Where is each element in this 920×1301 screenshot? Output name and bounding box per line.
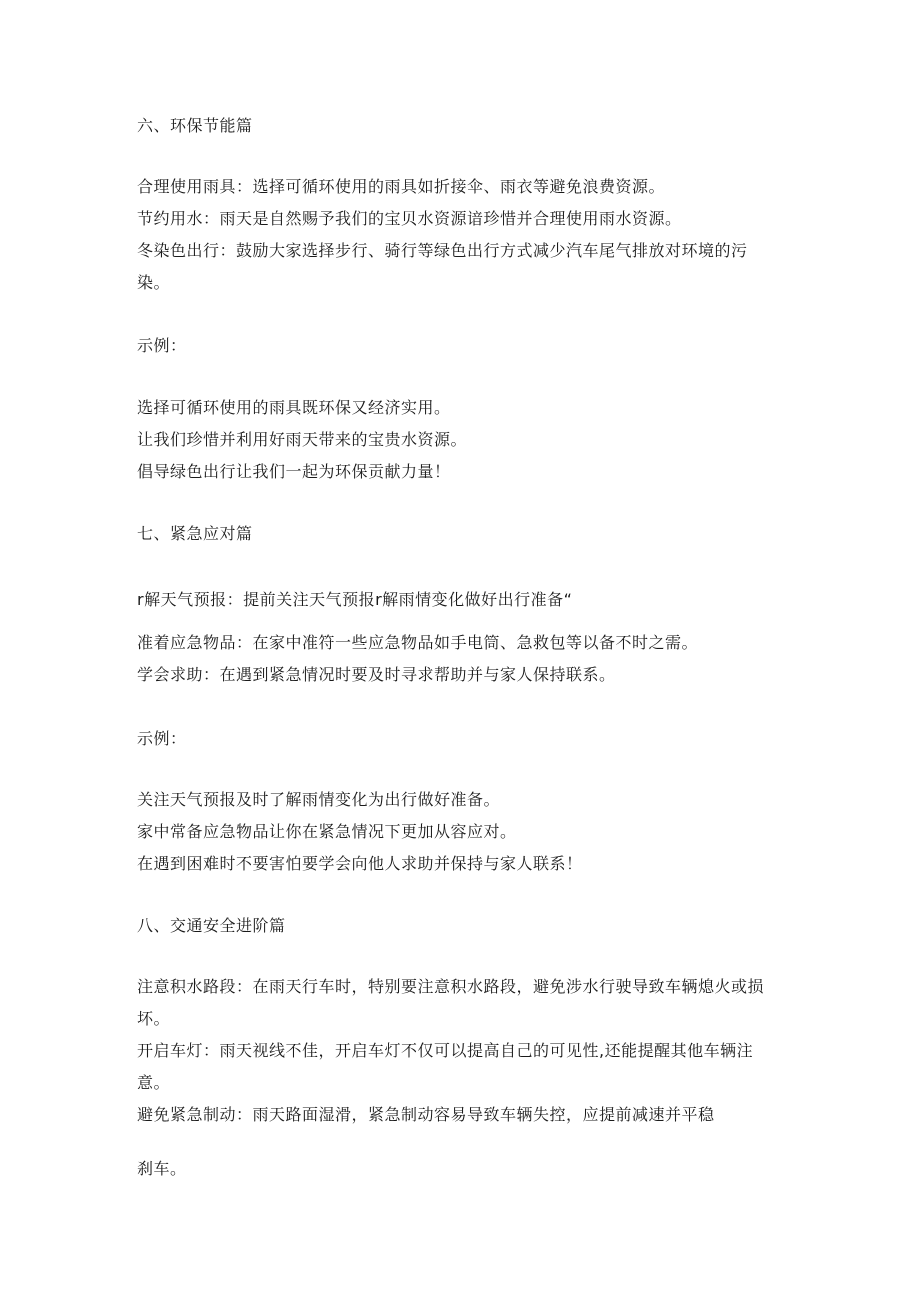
section-6-item-1: 合理使用雨具：选择可循环使用的雨具如折接伞、雨衣等避免浪费资源。 bbox=[137, 177, 666, 196]
section-7-example-2: 家中常备应急物品让你在紧急情况下更加从容应对。 bbox=[137, 822, 517, 841]
section-8-item-2: 开启车灯：雨天视线不佳，开启车灯不仅可以提高自己的可见性,还能提醒其他车辆注 bbox=[137, 1041, 754, 1060]
section-7-item-1: r解天气预报：提前关注天气预报r解雨情变化做好出行准备“ bbox=[137, 590, 573, 609]
section-6-example-1: 选择可循环使用的雨具既环保又经济实用。 bbox=[137, 398, 451, 417]
section-7-item-3: 学会求助：在遇到紧急情况时要及时寻求帮助并与家人保持联系。 bbox=[137, 665, 616, 684]
section-8-item-1: 注意积水路段：在雨天行车时，特别要注意积水路段，避免涉水行驶导致车辆熄火或损 bbox=[137, 977, 765, 996]
section-heading-6: 六、环保节能篇 bbox=[137, 116, 253, 135]
section-7-example-1: 关注天气预报及时了解雨情变化为出行做好准备。 bbox=[137, 790, 501, 809]
section-8-item-3: 避免紧急制动：雨天路面湿滑，紧急制动容易导致车辆失控，应提前减速并平稳 bbox=[137, 1105, 715, 1124]
section-heading-8: 八、交通安全进阶篇 bbox=[137, 916, 286, 935]
section-heading-7: 七、紧急应对篇 bbox=[137, 524, 253, 543]
section-7-example-3: 在遇到困难时不要害怕要学会向他人求助并保持与家人联系！ bbox=[137, 854, 583, 873]
section-6-item-3: 冬染色出行：鼓励大家选择步行、骑行等绿色出行方式减少汽车尾气排放对环境的污 bbox=[137, 241, 748, 260]
section-8-item-2-cont: 意。 bbox=[137, 1073, 171, 1092]
section-6-example-label: 示例： bbox=[137, 336, 187, 355]
section-6-example-2: 让我们珍惜并利用好雨天带来的宝贵水资源。 bbox=[137, 430, 468, 449]
section-7-example-label: 示例： bbox=[137, 729, 187, 748]
section-8-item-1-cont: 坏。 bbox=[137, 1009, 171, 1028]
section-8-item-3-cont: 刹车。 bbox=[137, 1159, 187, 1178]
section-6-item-2: 节约用水：雨天是自然赐予我们的宝贝水资源谙珍惜并合理使用雨水资源。 bbox=[137, 209, 682, 228]
section-7-item-2: 准着应急物品：在家中准符一些应急物品如手电筒、急救包等以备不时之需。 bbox=[137, 633, 699, 652]
section-6-example-3: 倡导绿色出行让我们一起为环保贡献力量！ bbox=[137, 462, 451, 481]
section-6-item-3-cont: 染。 bbox=[137, 273, 171, 292]
